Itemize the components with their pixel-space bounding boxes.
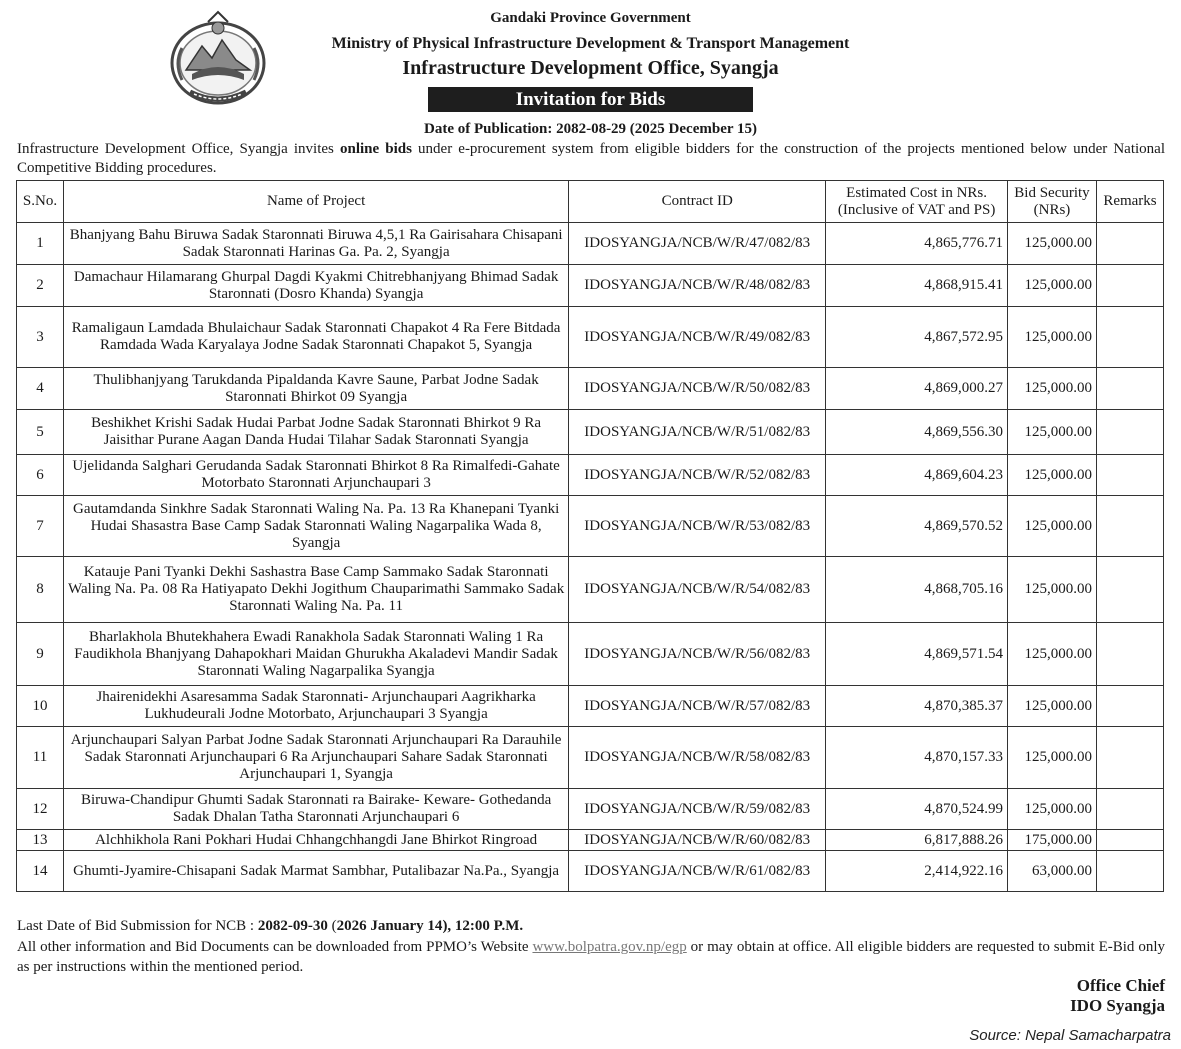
cell-sn: 14 bbox=[17, 851, 64, 892]
cell-sn: 2 bbox=[17, 265, 64, 307]
cell-contract-id: IDOSYANGJA/NCB/W/R/57/082/83 bbox=[569, 686, 826, 727]
cell-project-name: Thulibhanjyang Tarukdanda Pipaldanda Kavre Saune, Parbat Jodne Sadak Staronnati Bhirkot 09 Syangja bbox=[63, 368, 568, 410]
cell-remarks bbox=[1096, 307, 1163, 368]
cell-bid-security: 125,000.00 bbox=[1008, 686, 1097, 727]
cell-bid-security: 175,000.00 bbox=[1008, 830, 1097, 851]
cell-sn: 12 bbox=[17, 789, 64, 830]
cell-bid-security: 125,000.00 bbox=[1008, 623, 1097, 686]
cell-bid-security: 125,000.00 bbox=[1008, 496, 1097, 557]
info-text-1: All other information and Bid Documents can be downloaded from PPMO’s Website bbox=[17, 939, 533, 955]
cell-bid-security: 63,000.00 bbox=[1008, 851, 1097, 892]
office-name: Infrastructure Development Office, Syangja bbox=[402, 57, 779, 79]
source-credit: Source: Nepal Samacharpatra bbox=[969, 1027, 1171, 1044]
cell-contract-id: IDOSYANGJA/NCB/W/R/48/082/83 bbox=[569, 265, 826, 307]
cell-estimated-cost: 4,869,556.30 bbox=[826, 410, 1008, 455]
cell-remarks bbox=[1096, 265, 1163, 307]
bids-table bbox=[16, 180, 1164, 892]
cell-estimated-cost: 4,870,385.37 bbox=[826, 686, 1008, 727]
signature-title: Office Chief bbox=[1076, 976, 1165, 995]
table-row bbox=[17, 686, 1164, 727]
cell-remarks bbox=[1096, 851, 1163, 892]
cell-contract-id: IDOSYANGJA/NCB/W/R/56/082/83 bbox=[569, 623, 826, 686]
cell-estimated-cost: 4,869,000.27 bbox=[826, 368, 1008, 410]
table-row bbox=[17, 727, 1164, 789]
cell-bid-security: 125,000.00 bbox=[1008, 265, 1097, 307]
cell-remarks bbox=[1096, 830, 1163, 851]
ppmo-website-link[interactable]: www.bolpatra.gov.np/egp bbox=[532, 939, 687, 955]
cell-sn: 8 bbox=[17, 557, 64, 623]
deadline-separator: : bbox=[246, 918, 258, 934]
cell-bid-security: 125,000.00 bbox=[1008, 557, 1097, 623]
table-header-row bbox=[17, 181, 1164, 223]
cell-project-name: Damachaur Hilamarang Ghurpal Dagdi Kyakmi Chitrebhanjyang Bhimad Sadak Staronnati (Dosro Khanda) Syangja bbox=[63, 265, 568, 307]
deadline-date: 2082-09-30 bbox=[257, 918, 328, 934]
table-row bbox=[17, 223, 1164, 265]
cell-estimated-cost: 4,870,524.99 bbox=[826, 789, 1008, 830]
cell-estimated-cost: 4,869,604.23 bbox=[826, 455, 1008, 496]
cell-sn: 7 bbox=[17, 496, 64, 557]
cell-project-name: Ujelidanda Salghari Gerudanda Sadak Staronnati Bhirkot 8 Ra Rimalfedi-Gahate Motorbato Staronnati Arjunchaupari 3 bbox=[63, 455, 568, 496]
publication-date: Date of Publication: 2082-08-29 (2025 December 15) bbox=[424, 121, 757, 137]
header-bid-security bbox=[1008, 181, 1097, 223]
cell-sn: 9 bbox=[17, 623, 64, 686]
deadline-label: Last Date of Bid Submission for NCB bbox=[17, 918, 247, 934]
header-security-line1: Bid Security bbox=[1014, 184, 1090, 201]
cell-project-name: Beshikhet Krishi Sadak Hudai Parbat Jodne Sadak Staronnati Bhirkot 9 Ra Jaisithar Purane Aagan Danda Hudai Tilahar Sadak Staronnati Syangja bbox=[63, 410, 568, 455]
province-name: Gandaki Province Government bbox=[490, 10, 691, 26]
cell-remarks bbox=[1096, 727, 1163, 789]
table-row bbox=[17, 830, 1164, 851]
cell-project-name: Arjunchaupari Salyan Parbat Jodne Sadak Staronnati Arjunchaupari Ra Darauhile Sadak Staronnati Arjunchaupari 6 Ra Arjunchaupari Sahare Sadak Staronnati Arjunchaupari 1, Syangja bbox=[63, 727, 568, 789]
cell-sn: 13 bbox=[17, 830, 64, 851]
deadline-english-date: 2026 January 14 bbox=[336, 918, 443, 934]
cell-contract-id: IDOSYANGJA/NCB/W/R/61/082/83 bbox=[569, 851, 826, 892]
cell-sn: 3 bbox=[17, 307, 64, 368]
header-contract-id: Contract ID bbox=[569, 181, 826, 223]
cell-contract-id: IDOSYANGJA/NCB/W/R/58/082/83 bbox=[569, 727, 826, 789]
cell-bid-security: 125,000.00 bbox=[1008, 307, 1097, 368]
cell-contract-id: IDOSYANGJA/NCB/W/R/52/082/83 bbox=[569, 455, 826, 496]
cell-remarks bbox=[1096, 686, 1163, 727]
header-sn: S.No. bbox=[17, 181, 64, 223]
cell-contract-id: IDOSYANGJA/NCB/W/R/53/082/83 bbox=[569, 496, 826, 557]
intro-text-1: Infrastructure Development Office, Syangja invites bbox=[17, 141, 340, 157]
cell-remarks bbox=[1096, 410, 1163, 455]
deadline-paren-open: ( bbox=[327, 918, 337, 934]
cell-bid-security: 125,000.00 bbox=[1008, 727, 1097, 789]
table-row bbox=[17, 496, 1164, 557]
cell-sn: 10 bbox=[17, 686, 64, 727]
table-row bbox=[17, 307, 1164, 368]
cell-contract-id: IDOSYANGJA/NCB/W/R/54/082/83 bbox=[569, 557, 826, 623]
cell-project-name: Ramaligaun Lamdada Bhulaichaur Sadak Staronnati Chapakot 4 Ra Fere Bitdada Ramdada Wada Karyalaya Jodne Sadak Staronnati Chapakot 5, Syangja bbox=[63, 307, 568, 368]
cell-estimated-cost: 4,868,705.16 bbox=[826, 557, 1008, 623]
table-row bbox=[17, 368, 1164, 410]
cell-contract-id: IDOSYANGJA/NCB/W/R/59/082/83 bbox=[569, 789, 826, 830]
table-row bbox=[17, 557, 1164, 623]
bids-table-body bbox=[17, 223, 1164, 892]
bid-deadline bbox=[17, 918, 523, 935]
cell-bid-security: 125,000.00 bbox=[1008, 368, 1097, 410]
cell-project-name: Biruwa-Chandipur Ghumti Sadak Staronnati ra Bairake- Keware- Gothedanda Sadak Dhalan Tatha Staronnati Arjunchaupari 6 bbox=[63, 789, 568, 830]
cell-estimated-cost: 2,414,922.16 bbox=[826, 851, 1008, 892]
cell-remarks bbox=[1096, 623, 1163, 686]
table-row bbox=[17, 851, 1164, 892]
intro-paragraph bbox=[17, 140, 1165, 178]
cell-bid-security: 125,000.00 bbox=[1008, 223, 1097, 265]
signature-block bbox=[1070, 976, 1165, 1016]
cell-estimated-cost: 4,870,157.33 bbox=[826, 727, 1008, 789]
cell-remarks bbox=[1096, 368, 1163, 410]
cell-estimated-cost: 4,869,571.54 bbox=[826, 623, 1008, 686]
table-row bbox=[17, 455, 1164, 496]
header-security-line2: (NRs) bbox=[1033, 201, 1071, 218]
cell-bid-security: 125,000.00 bbox=[1008, 789, 1097, 830]
header-project-name: Name of Project bbox=[63, 181, 568, 223]
header-estimated-cost bbox=[826, 181, 1008, 223]
intro-text-2: under e-procurement system from eligible bidders for the construction of the projects mentioned below under National Competitive Bidding procedures. bbox=[17, 141, 1165, 176]
cell-remarks bbox=[1096, 496, 1163, 557]
cell-estimated-cost: 4,865,776.71 bbox=[826, 223, 1008, 265]
intro-bold-text: online bids bbox=[339, 141, 412, 157]
cell-sn: 4 bbox=[17, 368, 64, 410]
signature-office: IDO Syangja bbox=[1070, 996, 1165, 1015]
invitation-banner: Invitation for Bids bbox=[428, 87, 753, 112]
table-row bbox=[17, 789, 1164, 830]
cell-contract-id: IDOSYANGJA/NCB/W/R/50/082/83 bbox=[569, 368, 826, 410]
info-text-2: or may obtain at office. All eligible bidders are requested to submit E-Bid only as per instructions within the mentioned period. bbox=[17, 939, 1165, 975]
table-row bbox=[17, 265, 1164, 307]
cell-project-name: Ghumti-Jyamire-Chisapani Sadak Marmat Sambhar, Putalibazar Na.Pa., Syangja bbox=[63, 851, 568, 892]
table-row bbox=[17, 410, 1164, 455]
header-remarks: Remarks bbox=[1096, 181, 1163, 223]
cell-contract-id: IDOSYANGJA/NCB/W/R/60/082/83 bbox=[569, 830, 826, 851]
cell-bid-security: 125,000.00 bbox=[1008, 410, 1097, 455]
cell-estimated-cost: 4,867,572.95 bbox=[826, 307, 1008, 368]
cell-remarks bbox=[1096, 223, 1163, 265]
cell-sn: 5 bbox=[17, 410, 64, 455]
ministry-name: Ministry of Physical Infrastructure Development & Transport Management bbox=[331, 35, 850, 52]
cell-contract-id: IDOSYANGJA/NCB/W/R/51/082/83 bbox=[569, 410, 826, 455]
cell-remarks bbox=[1096, 789, 1163, 830]
cell-remarks bbox=[1096, 455, 1163, 496]
cell-project-name: Katauje Pani Tyanki Dekhi Sashastra Base Camp Sammako Sadak Staronnati Waling Na. Pa. 08 Ra Hatiyapato Dekhi Jogithum Chauparimathi Sammako Sadak Staronnati Waling Na. Pa. 11 bbox=[63, 557, 568, 623]
table-row bbox=[17, 623, 1164, 686]
cell-project-name: Alchhikhola Rani Pokhari Hudai Chhangchhangdi Jane Bhirkot Ringroad bbox=[63, 830, 568, 851]
cell-project-name: Jhairenidekhi Asaresamma Sadak Staronnati- Arjunchaupari Aagrikharka Lukhudeurali Jodne Motorbato, Arjunchaupari 3 Syangja bbox=[63, 686, 568, 727]
cell-project-name: Bhanjyang Bahu Biruwa Sadak Staronnati Biruwa 4,5,1 Ra Gairisahara Chisapani Sadak Staronnati Harinas Ga. Pa. 2, Syangja bbox=[63, 223, 568, 265]
cell-sn: 11 bbox=[17, 727, 64, 789]
header-cost-line2: (Inclusive of VAT and PS) bbox=[837, 201, 996, 218]
cell-project-name: Gautamdanda Sinkhre Sadak Staronnati Waling Na. Pa. 13 Ra Khanepani Tyanki Hudai Shasastra Base Camp Sadak Staronnati Waling Nagarpalika Wada 8, Syangja bbox=[63, 496, 568, 557]
cell-contract-id: IDOSYANGJA/NCB/W/R/49/082/83 bbox=[569, 307, 826, 368]
cell-estimated-cost: 4,869,570.52 bbox=[826, 496, 1008, 557]
cell-sn: 1 bbox=[17, 223, 64, 265]
header-cost-line1: Estimated Cost in NRs. bbox=[846, 184, 988, 201]
cell-estimated-cost: 6,817,888.26 bbox=[826, 830, 1008, 851]
cell-project-name: Bharlakhola Bhutekhahera Ewadi Ranakhola Sadak Staronnati Waling 1 Ra Faudikhola Bhanjyang Dahapokhari Maidan Ghurukha Akaladevi Mandir Sadak Staronnati Waling Nagarpalika Syangja bbox=[63, 623, 568, 686]
bid-info-paragraph bbox=[17, 937, 1165, 977]
cell-sn: 6 bbox=[17, 455, 64, 496]
cell-bid-security: 125,000.00 bbox=[1008, 455, 1097, 496]
cell-contract-id: IDOSYANGJA/NCB/W/R/47/082/83 bbox=[569, 223, 826, 265]
cell-remarks bbox=[1096, 557, 1163, 623]
cell-estimated-cost: 4,868,915.41 bbox=[826, 265, 1008, 307]
deadline-time: ), 12:00 P.M. bbox=[442, 918, 524, 934]
